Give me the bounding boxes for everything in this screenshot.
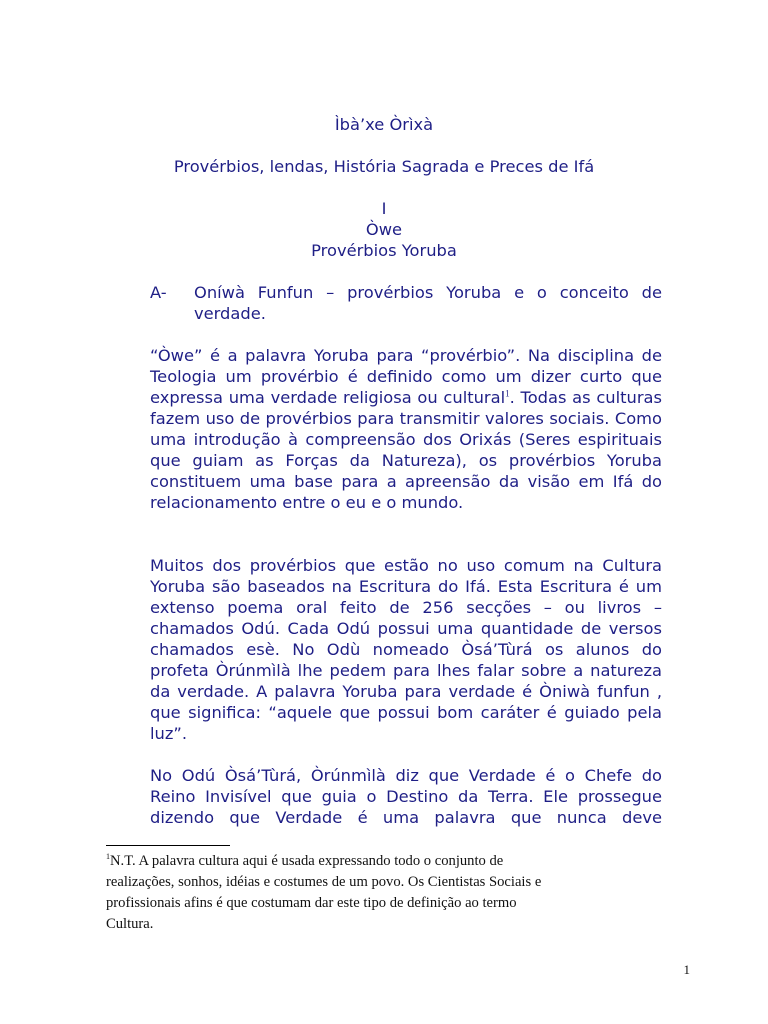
section-heading-text: Oníwà Funfun – provérbios Yoruba e o conceito de verdade. (194, 283, 662, 323)
footnote-separator (106, 845, 230, 846)
document-title: Ìbà’xe Òrìxà (334, 115, 434, 134)
paragraph-1-text-b: . Todas as culturas fazem uso de provérbios para transmitir valores sociais. Como uma introdução à compreensão dos Orixás (Seres espirituais que guiam as Forças da Natureza), os provérbios Yoruba constituem uma base para a apreensão da visão em Ifá do relacionamento entre o eu e o mundo. (150, 387, 662, 512)
chapter-heading (0, 199, 768, 262)
paragraph-1 (150, 346, 662, 514)
footnote-text: N.T. A palavra cultura aqui é usada expressando todo o conjunto de realizações, sonhos, idéias e costumes de um povo. Os Cientistas Sociais e profissionais afins é que costumam dar este tipo de definição ao termo Cultura. (106, 853, 542, 932)
chapter-number: I (381, 199, 387, 218)
page-number: 1 (683, 962, 690, 977)
document-subtitle: Provérbios, lendas, História Sagrada e Preces de Ifá (173, 157, 595, 176)
section-heading (150, 283, 662, 325)
footnote (106, 851, 546, 935)
paragraph-1-text-a: “Òwe” é a palavra Yoruba para “provérbio”. Na disciplina de Teologia um provérbio é definido como um dizer curto que expressa uma verdade religiosa ou cultural (150, 346, 662, 407)
paragraph-3: No Odú Òsá’Tùrá, Òrúnmìlà diz que Verdade é o Chefe do Reino Invisível que guia o Destino da Terra. Ele prossegue dizendo que Verdade é uma palavra que nunca deve (150, 766, 662, 827)
section-marker: A- (150, 283, 167, 302)
footnote-reference[interactable]: 1 (505, 388, 510, 399)
chapter-name: Òwe (365, 219, 403, 239)
footnote-marker: 1 (106, 852, 110, 862)
paragraph-2: Muitos dos provérbios que estão no uso comum na Cultura Yoruba são baseados na Escritura do Ifá. Esta Escritura é um extenso poema oral feito de 256 secções – ou livros – chamados Odú. Cada Odú possui uma quantidade de versos chamados esè. No Odù nomeado Òsá’Tùrá os alunos do profeta Òrúnmìlà lhe pedem para lhes falar sobre a natureza da verdade. A palavra Yoruba para verdade é Òniwà funfun , que significa: “aquele que possui bom caráter é guiado pela luz”. (150, 556, 662, 743)
chapter-subtitle: Provérbios Yoruba (311, 240, 457, 260)
